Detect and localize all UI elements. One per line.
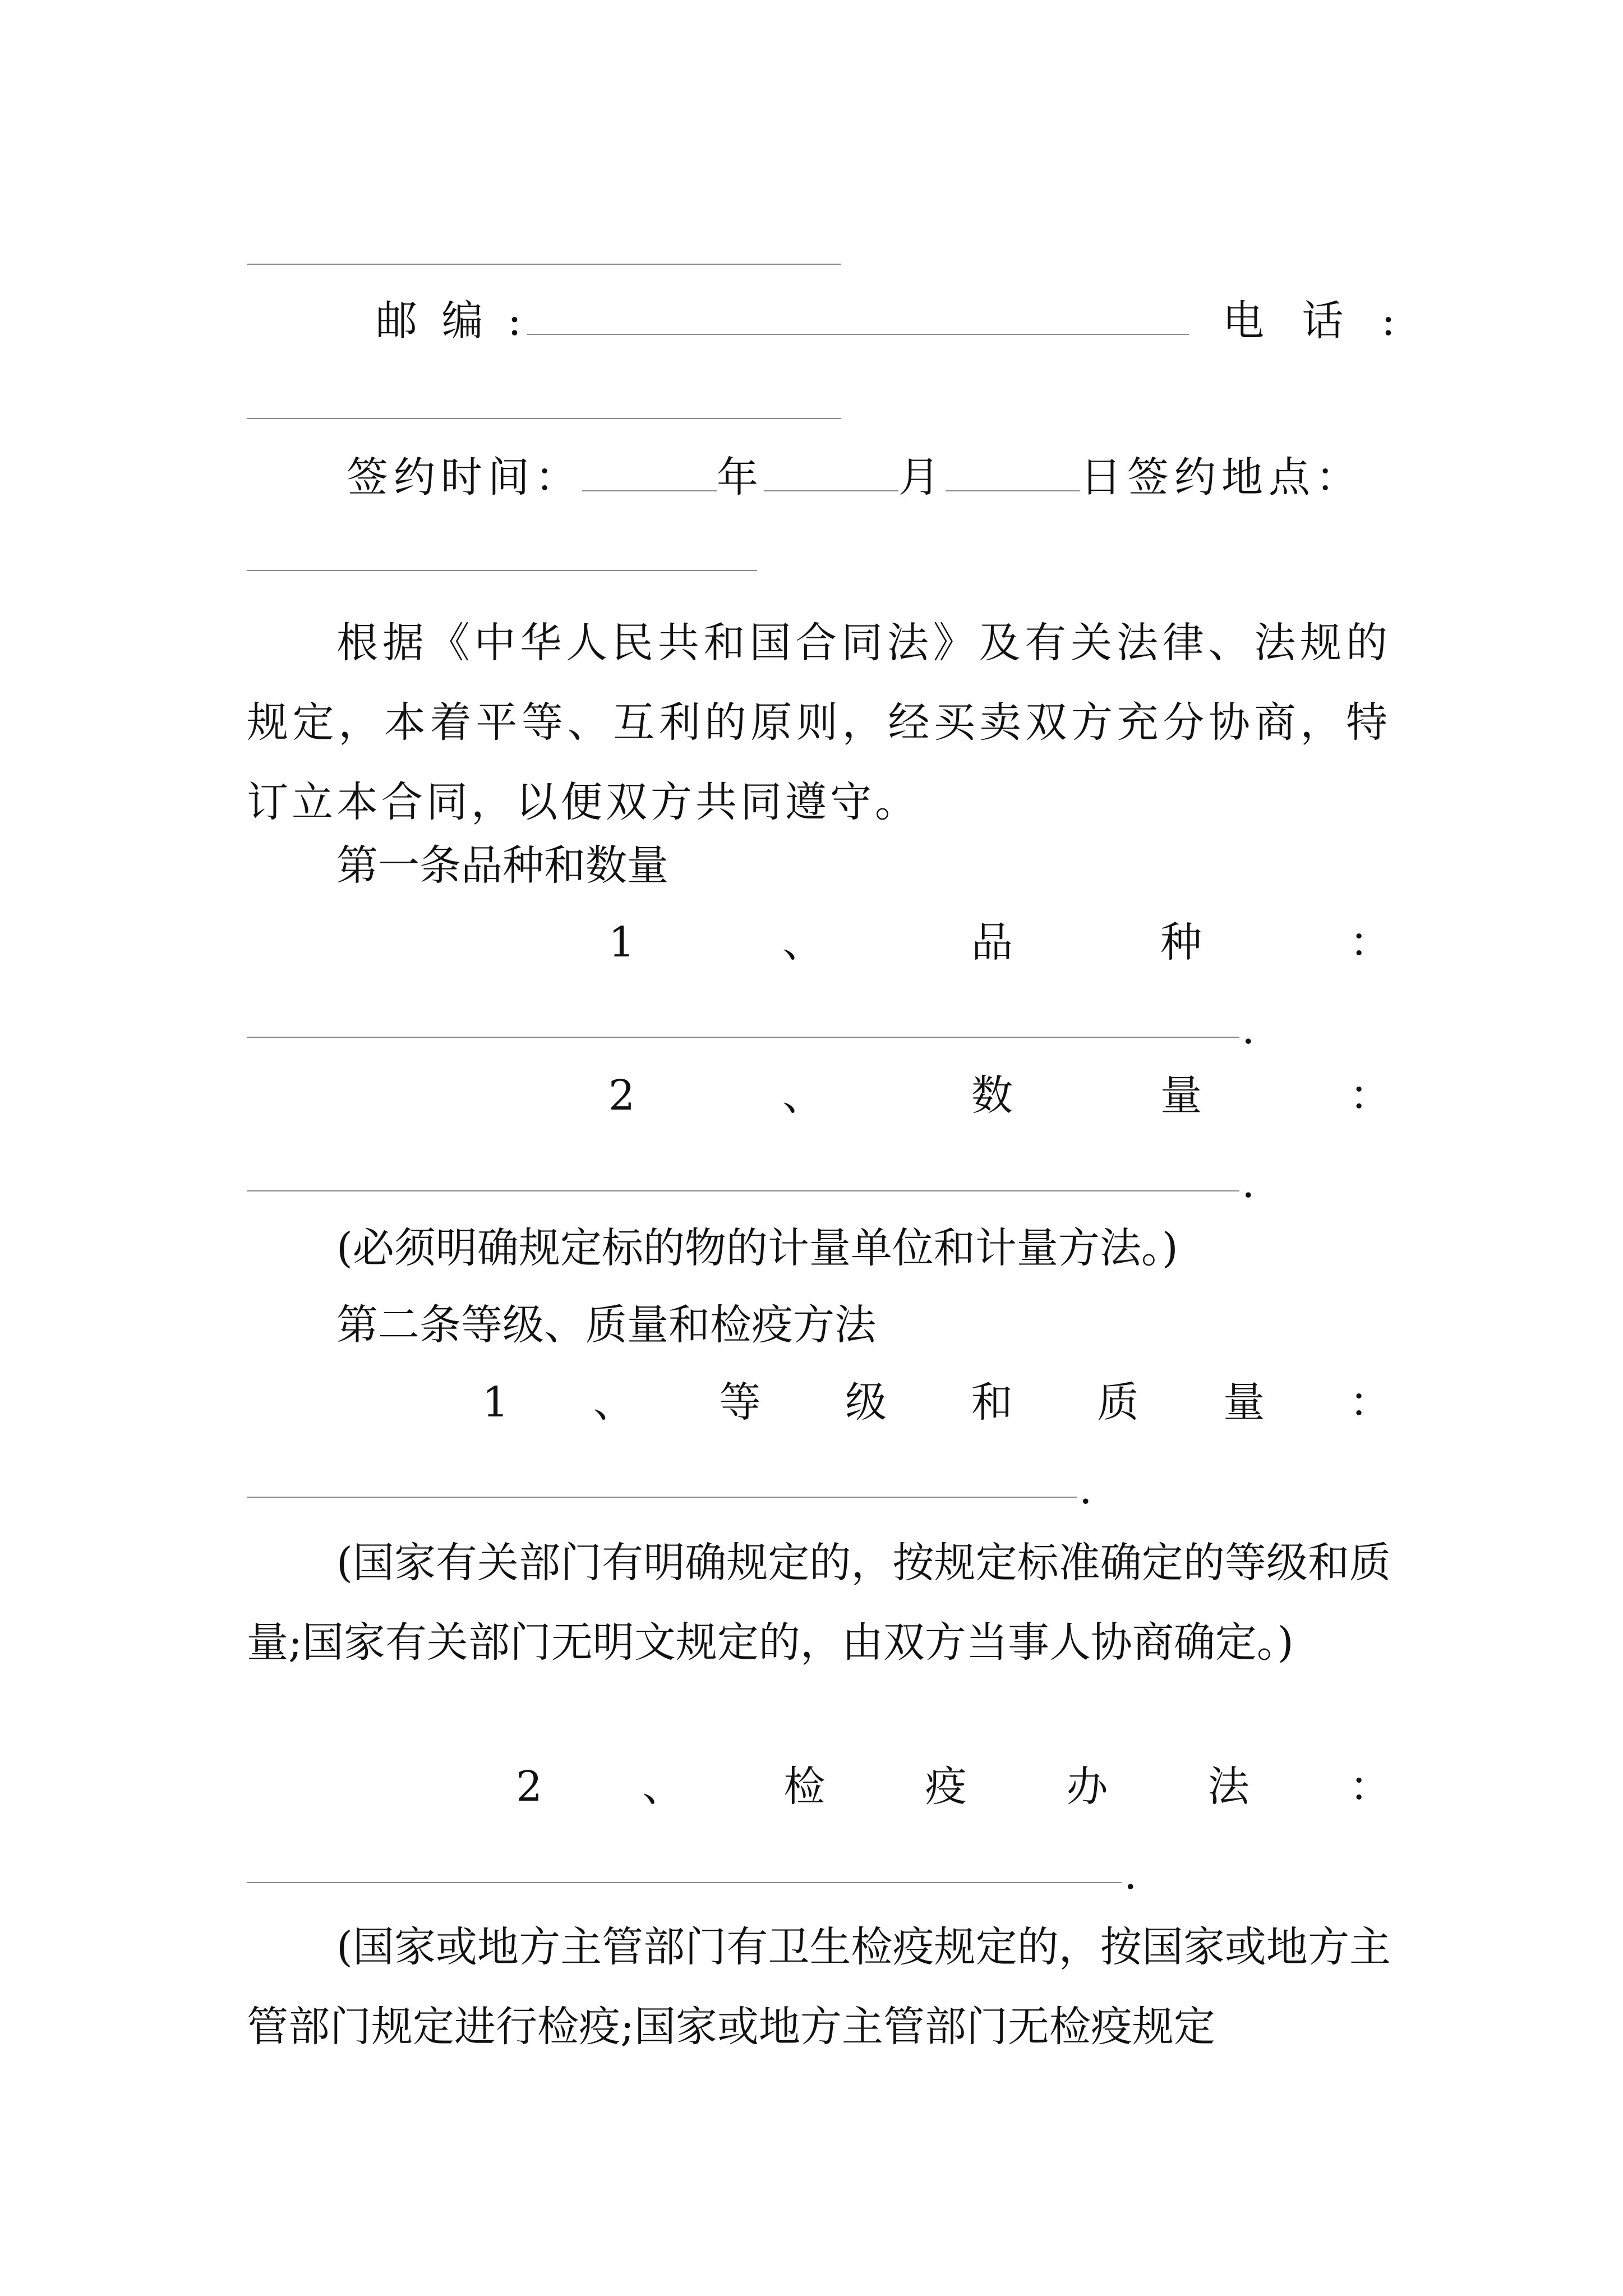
article2-item2-label: 2 、 检 疫 办 法 ：	[516, 1763, 1391, 1811]
article2-item1-label: 1 、 等 级 和 质 量 ：	[482, 1378, 1391, 1427]
intro-paragraph	[247, 603, 1391, 842]
article1-item2-blank[interactable]	[247, 1190, 1239, 1191]
phone-label: 电 话 :	[1223, 297, 1408, 345]
postcode-label: 邮 编 :	[376, 297, 527, 345]
postcode-blank[interactable]	[527, 325, 1189, 335]
article2-item2-blank[interactable]	[247, 1882, 1122, 1883]
period: .	[1242, 1159, 1255, 1207]
day-place-label: 日签约地点：	[1080, 453, 1363, 501]
year-label: 年	[717, 453, 764, 501]
month-label: 月	[898, 453, 946, 501]
article1-item1-label: 1 、 品 种 ：	[608, 918, 1391, 967]
blank-line	[247, 264, 841, 265]
phone-blank[interactable]	[247, 418, 841, 419]
day-blank[interactable]	[946, 482, 1080, 491]
year-blank[interactable]	[582, 482, 717, 491]
article2-note1: (国家有关部门有明确规定的，按规定标准确定的等级和质量;国家有关部门无明文规定的，由双方当事人协商确定。)	[247, 1539, 1391, 1667]
article1-note: (必须明确规定标的物的计量单位和计量方法。)	[336, 1224, 1178, 1272]
postcode-row	[376, 296, 1189, 346]
month-blank[interactable]	[764, 482, 898, 491]
article1-heading: 第一条品种和数量	[336, 841, 668, 890]
period: .	[1242, 1005, 1255, 1053]
article1-item2-label: 2 、 数 量 ：	[608, 1071, 1391, 1120]
period: .	[1079, 1465, 1092, 1513]
period: .	[1124, 1851, 1137, 1899]
article2-heading: 第二条等级、质量和检疫方法	[336, 1301, 876, 1349]
signing-time-label: 签约时间：	[347, 453, 582, 501]
signing-place-blank[interactable]	[247, 570, 757, 571]
intro-text: 根据《中华人民共和国合同法》及有关法律、法规的规定，本着平等、互利的原则，经买卖双方充分协商，特订立本合同，以便双方共同遵守。	[247, 619, 1391, 826]
article2-item1-blank[interactable]	[247, 1497, 1077, 1498]
article1-item1-blank[interactable]	[247, 1037, 1239, 1038]
signing-row	[347, 452, 1363, 503]
article2-note2: (国家或地方主管部门有卫生检疫规定的，按国家或地方主管部门规定进行检疫;国家或地方主管部门无检疫规定	[247, 1923, 1391, 2051]
